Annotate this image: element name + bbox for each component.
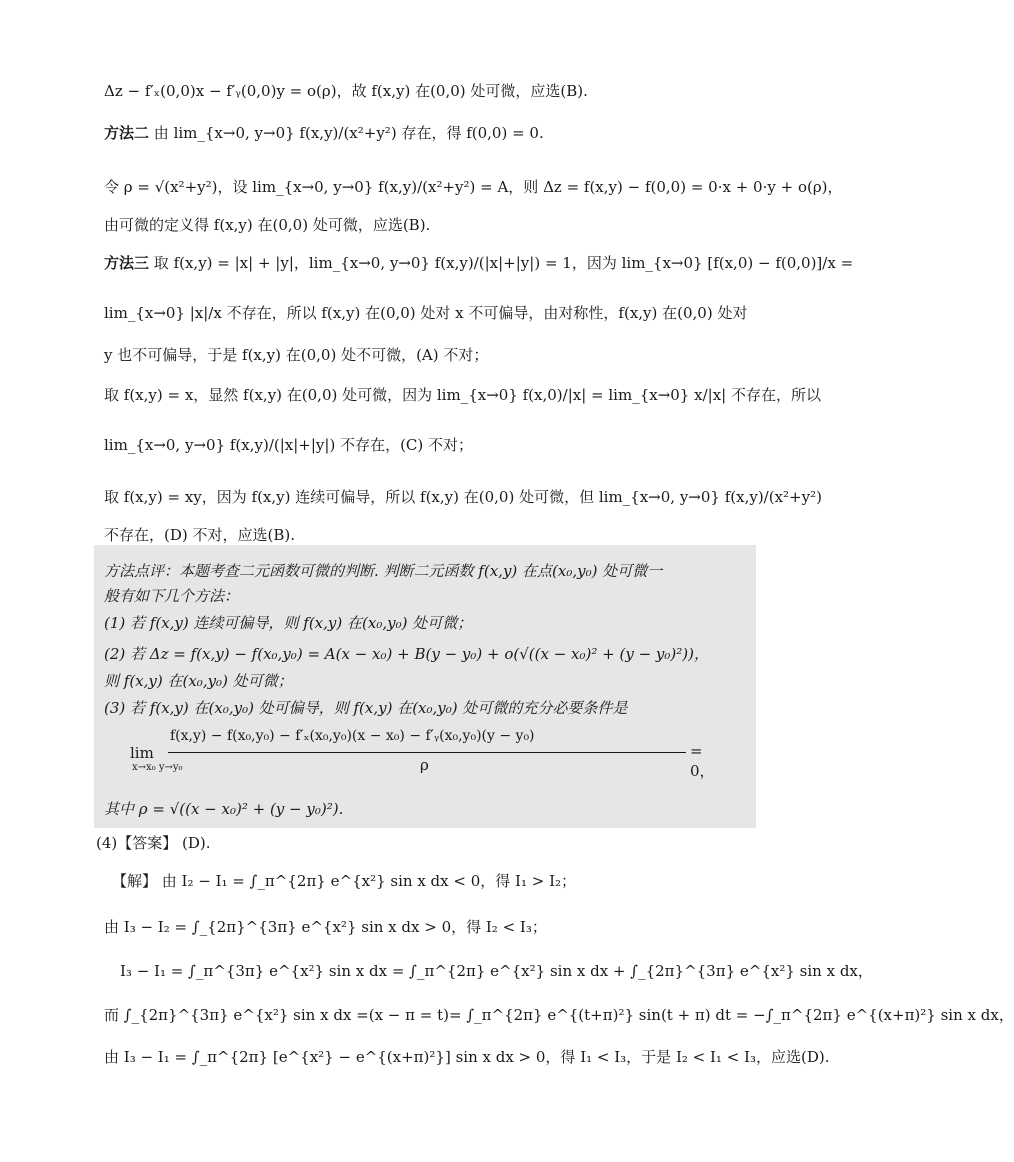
solution-line: I₃ − I₁ = ∫_π^{3π} e^{x²} sin x dx = ∫_π^{2π} e^{x²} sin x dx + ∫_{2π}^{3π} e^{x²} sin x dx， [120, 962, 873, 980]
equals-zero: = 0， [690, 742, 715, 780]
text-line: 由可微的定义得 f(x,y) 在(0,0) 处可微，应选(B). [104, 216, 431, 234]
differentiability-formula [130, 728, 720, 788]
method-text: 由 lim_{x→0, y→0} f(x,y)/(x²+y²) 存在，得 f(0,0) = 0. [153, 124, 544, 142]
text-line: Δz − f′ₓ(0,0)x − f′ᵧ(0,0)y = o(ρ)，故 f(x,y) 在(0,0) 处可微，应选(B). [104, 82, 588, 100]
method-label: 方法三 [104, 254, 150, 272]
note-line: 方法点评：本题考查二元函数可微的判断. 判断二元函数 f(x,y) 在点(x₀,y₀) 处可微一 [104, 562, 663, 580]
solution-line: 【解】 由 I₂ − I₁ = ∫_π^{2π} e^{x²} sin x dx < 0，得 I₁ > I₂； [112, 872, 577, 890]
note-line: 其中 ρ = √((x − x₀)² + (y − y₀)²). [104, 800, 344, 818]
fraction-denominator: ρ [420, 756, 429, 774]
note-line: (1) 若 f(x,y) 连续可偏导，则 f(x,y) 在(x₀,y₀) 处可微； [104, 614, 473, 632]
text-line: lim_{x→0} |x|/x 不存在，所以 f(x,y) 在(0,0) 处对 x 不可偏导，由对称性，f(x,y) 在(0,0) 处对 [104, 304, 748, 322]
text-line-method2 [104, 122, 756, 144]
text-line: 取 f(x,y) = xy，因为 f(x,y) 连续可偏导，所以 f(x,y) 在(0,0) 处可微，但 lim_{x→0, y→0} f(x,y)/(x²+y²) [104, 488, 822, 506]
limit-operator: lim [130, 744, 154, 762]
text-line: y 也不可偏导，于是 f(x,y) 在(0,0) 处不可微，(A) 不对； [104, 346, 489, 364]
note-line: 则 f(x,y) 在(x₀,y₀) 处可微； [104, 672, 293, 690]
note-line: (2) 若 Δz = f(x,y) − f(x₀,y₀) = A(x − x₀) + B(y − y₀) + o(√((x − x₀)² + (y − y₀)²))， [104, 645, 709, 663]
text-line: 不存在，(D) 不对，应选(B). [104, 526, 295, 544]
text-line: lim_{x→0, y→0} f(x,y)/(|x|+|y|) 不存在，(C) 不对； [104, 436, 474, 454]
text-line: 令 ρ = √(x²+y²)，设 lim_{x→0, y→0} f(x,y)/(x²+y²) = A，则 Δz = f(x,y) − f(0,0) = 0·x + 0·y + o(ρ)， [104, 178, 843, 196]
text-line: 取 f(x,y) = x，显然 f(x,y) 在(0,0) 处可微，因为 lim_{x→0} f(x,0)/|x| = lim_{x→0} x/|x| 不存在，所以 [104, 386, 821, 404]
method-label: 方法二 [104, 124, 150, 142]
note-line: 般有如下几个方法： [104, 587, 240, 605]
solution-line: 由 I₃ − I₂ = ∫_{2π}^{3π} e^{x²} sin x dx > 0，得 I₂ < I₃； [104, 918, 547, 936]
text-line-method3 [104, 252, 854, 274]
limit-subscript: x→x₀ y→y₀ [132, 762, 183, 773]
note-line: (3) 若 f(x,y) 在(x₀,y₀) 处可偏导，则 f(x,y) 在(x₀,y₀) 处可微的充分必要条件是 [104, 699, 628, 717]
solution-line: 由 I₃ − I₁ = ∫_π^{2π} [e^{x²} − e^{(x+π)²}] sin x dx > 0，得 I₁ < I₃，于是 I₂ < I₁ < I₃，应选(D). [104, 1048, 830, 1066]
fraction-numerator: f(x,y) − f(x₀,y₀) − f′ₓ(x₀,y₀)(x − x₀) − f′ᵧ(x₀,y₀)(y − y₀) [170, 728, 535, 744]
solution-line: 而 ∫_{2π}^{3π} e^{x²} sin x dx =(x − π = t)= ∫_π^{2π} e^{(t+π)²} sin(t + π) dt = −∫_π^{2π} e^{(x+π)²} sin x dx， [104, 1006, 1014, 1024]
fraction-bar [168, 752, 686, 753]
method-text: 取 f(x,y) = |x| + |y|，lim_{x→0, y→0} f(x,y)/(|x|+|y|) = 1，因为 lim_{x→0} [f(x,0) − f(0,0)]/x = [153, 254, 854, 272]
answer-line: (4)【答案】 (D). [96, 834, 211, 852]
